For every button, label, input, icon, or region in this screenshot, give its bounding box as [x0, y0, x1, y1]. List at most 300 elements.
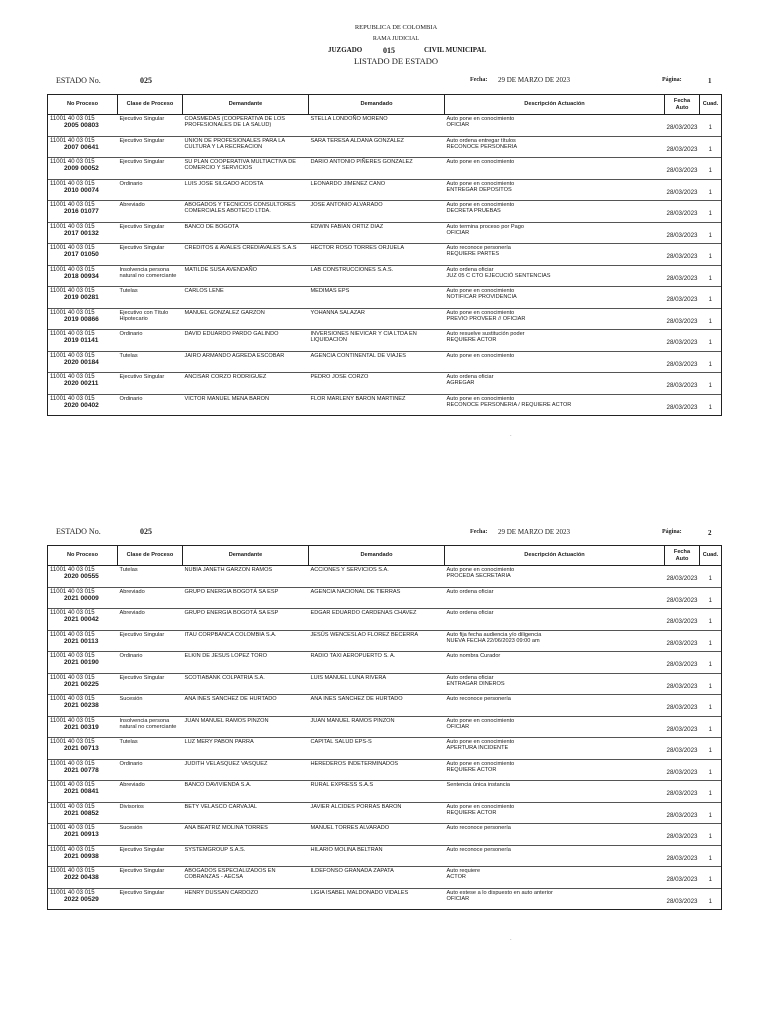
cell-descripcion	[445, 179, 665, 201]
descripcion-actuacion: Auto reconoce personería	[446, 245, 511, 251]
cell-fecha-auto: 28/03/2023	[665, 158, 700, 180]
cell-cuad: 1	[700, 888, 722, 910]
descripcion-actuacion: Auto requiere	[446, 868, 481, 874]
proceso-number: 2010 00074	[64, 186, 99, 194]
cell-cuad: 1	[700, 179, 722, 201]
cell-descripcion	[445, 115, 665, 137]
table-row	[48, 630, 722, 652]
cell-fecha-auto: 28/03/2023	[665, 373, 700, 395]
cell-demandante: UNION DE PROFESIONALES PARA LA CULTURA Y LA RECREACION	[183, 136, 309, 158]
cell-demandante: JAIRO ARMANDO AGREDA ESCOBAR	[183, 351, 309, 373]
cell-descripcion	[445, 265, 665, 287]
proceso-prefix: 11001 40 03 015	[50, 116, 95, 122]
cell-fecha-auto: 28/03/2023	[665, 244, 700, 266]
proceso-prefix: 11001 40 03 015	[50, 825, 95, 831]
table-row	[48, 652, 722, 674]
estado-number: 025	[140, 527, 152, 536]
fecha-label: Fecha:	[470, 77, 488, 83]
cell-demandado: EDWIN FABIAN ORTIZ DIAZ	[309, 222, 445, 244]
col-header-descripcion: Descripción Actuación	[445, 95, 665, 115]
table-row	[48, 287, 722, 309]
cell-no-proceso	[48, 566, 118, 588]
cell-demandante: ABOGADOS ESPECIALIZADOS EN COBRANZAS - AECSA	[183, 867, 309, 889]
table-row	[48, 695, 722, 717]
cell-fecha-auto: 28/03/2023	[665, 738, 700, 760]
col-header-fecha: Fecha	[673, 548, 691, 555]
table-row	[48, 222, 722, 244]
cell-demandante: DAVID EDUARDO PARDO GALINDO	[183, 330, 309, 352]
cell-fecha-auto: 28/03/2023	[665, 330, 700, 352]
cell-fecha-auto: 28/03/2023	[665, 179, 700, 201]
cell-descripcion	[445, 330, 665, 352]
descripcion-detalle: PROCEDA SECRETARIA	[446, 573, 511, 580]
cell-fecha-auto: 28/03/2023	[665, 308, 700, 330]
proceso-prefix: 11001 40 03 015	[50, 202, 95, 208]
cell-clase: Abreviado	[118, 587, 183, 609]
table-row	[48, 115, 722, 137]
proceso-prefix: 11001 40 03 015	[50, 245, 95, 251]
col-header-auto: Auto	[675, 555, 689, 562]
proceso-number: 2016 01077	[64, 208, 99, 216]
cell-demandado: INVERSIONES NIEVICAR Y CIA LTDA EN LIQUIDACION	[309, 330, 445, 352]
estado-table-page-2	[47, 545, 722, 910]
proceso-prefix: 11001 40 03 015	[50, 868, 95, 874]
header-juzgado-type: CIVIL MUNICIPAL	[424, 46, 487, 54]
cell-descripcion	[445, 652, 665, 674]
col-header-demandado: Demandado	[309, 95, 445, 115]
cell-cuad: 1	[700, 330, 722, 352]
cell-demandante: SU PLAN COOPERATIVA MULTIACTIVA DE COMERCIO Y SERVICIOS	[183, 158, 309, 180]
cell-no-proceso	[48, 351, 118, 373]
proceso-number: 2021 00009	[64, 594, 99, 602]
table-row	[48, 759, 722, 781]
cell-descripcion	[445, 888, 665, 910]
cell-demandante: CARLOS LENE	[183, 287, 309, 309]
cell-descripcion	[445, 158, 665, 180]
cell-descripcion	[445, 587, 665, 609]
cell-descripcion	[445, 802, 665, 824]
descripcion-detalle: OFICIAR	[446, 723, 470, 730]
cell-demandante: JUDITH VELASQUEZ VASQUEZ	[183, 759, 309, 781]
cell-cuad: 1	[700, 351, 722, 373]
proceso-number: 2021 00938	[64, 852, 99, 860]
proceso-number: 2021 00713	[64, 745, 99, 753]
cell-cuad: 1	[700, 136, 722, 158]
descripcion-detalle: ENTRAGAR DINEROS	[446, 680, 505, 687]
cell-no-proceso	[48, 888, 118, 910]
cell-cuad: 1	[700, 222, 722, 244]
cell-descripcion	[445, 244, 665, 266]
estado-number: 025	[140, 76, 152, 85]
header-rama: RAMA JUDICIAL	[372, 36, 420, 42]
cell-fecha-auto: 28/03/2023	[665, 867, 700, 889]
cell-fecha-auto: 28/03/2023	[665, 673, 700, 695]
cell-no-proceso	[48, 222, 118, 244]
cell-clase: Insolvencia persona natural no comerciante	[118, 716, 183, 738]
proceso-number: 2021 00190	[64, 659, 99, 667]
descripcion-actuacion: Auto ordena oficiar	[446, 588, 494, 595]
cell-demandado: LEONARDO JIMENEZ CANO	[309, 179, 445, 201]
page-divider-dot: .	[510, 936, 512, 942]
descripcion-detalle: RECONOCE PERSONERIA / REQUIERE ACTOR	[446, 401, 572, 408]
cell-clase: Ejecutivo Singular	[118, 845, 183, 867]
table-row	[48, 609, 722, 631]
estado-table-page-1	[47, 94, 722, 416]
cell-clase: Ordinario	[118, 759, 183, 781]
cell-clase: Divisorios	[118, 802, 183, 824]
table-row	[48, 308, 722, 330]
cell-fecha-auto: 28/03/2023	[665, 802, 700, 824]
cell-fecha-auto: 28/03/2023	[665, 587, 700, 609]
pagina-label: Página:	[662, 77, 682, 83]
col-header-fecha: Fecha	[673, 97, 691, 104]
descripcion-actuacion: Auto pone en conocimiento	[446, 803, 515, 810]
proceso-number: 2021 00841	[64, 788, 99, 796]
cell-fecha-auto: 28/03/2023	[665, 201, 700, 223]
col-header-demandado: Demandado	[309, 546, 445, 566]
col-header-fecha-auto	[665, 95, 700, 115]
cell-demandado: LUIS MANUEL LUNA RIVERA	[309, 673, 445, 695]
table-row	[48, 738, 722, 760]
cell-cuad: 1	[700, 802, 722, 824]
cell-no-proceso	[48, 308, 118, 330]
descripcion-actuacion: Auto nombra Curador	[446, 653, 501, 659]
cell-no-proceso	[48, 630, 118, 652]
cell-clase: Ejecutivo Singular	[118, 888, 183, 910]
cell-descripcion	[445, 394, 665, 416]
descripcion-actuacion: Sentencia única instancia	[446, 782, 510, 788]
cell-descripcion	[445, 287, 665, 309]
descripcion-actuacion: Auto pone en conocimiento	[446, 309, 515, 316]
cell-no-proceso	[48, 265, 118, 287]
descripcion-detalle: DECRETA PRUEBAS	[446, 208, 501, 215]
cell-demandante: MATILDE SUSA AVENDAÑO	[183, 265, 309, 287]
col-header-demandante: Demandante	[183, 546, 309, 566]
descripcion-actuacion: Auto fija fecha audiencia y/o diligencia	[446, 631, 542, 638]
table-row	[48, 587, 722, 609]
cell-fecha-auto: 28/03/2023	[665, 566, 700, 588]
cell-demandado: LAB CONSTRUCCIONES S.A.S.	[309, 265, 445, 287]
col-header-no-proceso: No Proceso	[48, 546, 118, 566]
cell-demandante: LUIS JOSE SILGADO ACOSTA	[183, 179, 309, 201]
cell-demandante: ANCISAR CORZO RODRIGUEZ	[183, 373, 309, 395]
cell-demandado: FLOR MARLENY BARON MARTINEZ	[309, 394, 445, 416]
cell-clase: Ejecutivo Singular	[118, 244, 183, 266]
cell-clase: Ejecutivo Singular	[118, 673, 183, 695]
cell-cuad: 1	[700, 759, 722, 781]
cell-cuad: 1	[700, 781, 722, 803]
cell-demandado: ACCIONES Y SERVICIOS S.A.	[309, 566, 445, 588]
proceso-prefix: 11001 40 03 015	[50, 803, 95, 810]
pagina-number: 2	[708, 529, 712, 537]
cell-demandado: LIGIA ISABEL MALDONADO VIDALES	[309, 888, 445, 910]
table-row	[48, 867, 722, 889]
cell-descripcion	[445, 845, 665, 867]
proceso-prefix: 11001 40 03 015	[50, 760, 95, 767]
proceso-prefix: 11001 40 03 015	[50, 588, 95, 595]
cell-demandado: CAPITAL SALUD EPS-S	[309, 738, 445, 760]
proceso-prefix: 11001 40 03 015	[50, 739, 95, 745]
cell-demandado: AGENCIA NACIONAL DE TIERRAS	[309, 587, 445, 609]
cell-demandado: HILARIO MOLINA BELTRAN	[309, 845, 445, 867]
descripcion-detalle: REQUIERE ACTOR	[446, 766, 497, 773]
cell-clase: Ejecutivo Singular	[118, 222, 183, 244]
cell-demandado: SARA TERESA ALDANA GONZALEZ	[309, 136, 445, 158]
cell-fecha-auto: 28/03/2023	[665, 222, 700, 244]
col-header-cuad: Cuad.	[700, 546, 722, 566]
cell-clase: Ejecutivo Singular	[118, 867, 183, 889]
cell-clase: Sucesión	[118, 824, 183, 846]
table-row	[48, 373, 722, 395]
descripcion-actuacion: Auto ordena oficiar	[446, 610, 494, 616]
descripcion-actuacion: Auto reconoce personería	[446, 696, 511, 702]
cell-demandante: NUBIA JANETH GARZON RAMOS	[183, 566, 309, 588]
cell-demandado: RURAL EXPRESS S.A.S	[309, 781, 445, 803]
cell-descripcion	[445, 867, 665, 889]
cell-demandante: GRUPO ENERGIA BOGOTÁ SA ESP	[183, 587, 309, 609]
cell-demandado: RADIO TAXI AEROPUERTO S. A.	[309, 652, 445, 674]
proceso-number: 2005 00803	[64, 122, 99, 130]
proceso-prefix: 11001 40 03 015	[50, 610, 95, 616]
cell-clase: Ejecutivo Singular	[118, 630, 183, 652]
cell-demandante: JUAN MANUEL RAMOS PINZON	[183, 716, 309, 738]
descripcion-actuacion: Auto resuelve sustitución poder	[446, 331, 525, 337]
cell-no-proceso	[48, 695, 118, 717]
descripcion-actuacion: Auto pone en conocimiento	[446, 116, 515, 122]
cell-clase: Ordinario	[118, 394, 183, 416]
cell-demandado: HECTOR ROSO TORRES ORJUELA	[309, 244, 445, 266]
cell-no-proceso	[48, 201, 118, 223]
proceso-prefix: 11001 40 03 015	[50, 889, 95, 896]
proceso-prefix: 11001 40 03 015	[50, 266, 95, 273]
proceso-number: 2022 00529	[64, 895, 99, 903]
cell-no-proceso	[48, 867, 118, 889]
cell-no-proceso	[48, 759, 118, 781]
table-row	[48, 781, 722, 803]
cell-no-proceso	[48, 394, 118, 416]
cell-clase: Ejecutivo Singular	[118, 115, 183, 137]
cell-demandante: ABOGADOS Y TECNICOS CONSULTORES COMERCIALES ABOTECO LTDA.	[183, 201, 309, 223]
cell-no-proceso	[48, 136, 118, 158]
descripcion-actuacion: Auto pone en conocimiento	[446, 760, 515, 767]
proceso-number: 2021 00042	[64, 616, 99, 624]
proceso-number: 2007 00641	[64, 143, 99, 151]
table-row	[48, 394, 722, 416]
proceso-number: 2020 00555	[64, 573, 99, 581]
table-row	[48, 673, 722, 695]
cell-cuad: 1	[700, 158, 722, 180]
proceso-prefix: 11001 40 03 015	[50, 846, 95, 853]
cell-fecha-auto: 28/03/2023	[665, 759, 700, 781]
cell-descripcion	[445, 373, 665, 395]
descripcion-detalle: NUEVA FECHA 22/06/2023 09:00 am	[446, 637, 540, 644]
cell-fecha-auto: 28/03/2023	[665, 695, 700, 717]
cell-demandante: GRUPO ENERGIA BOGOTÁ SA ESP	[183, 609, 309, 631]
col-header-clase: Clase de Proceso	[118, 95, 183, 115]
cell-descripcion	[445, 222, 665, 244]
cell-demandado: MANUEL TORRES ALVARADO	[309, 824, 445, 846]
fecha-value: 29 DE MARZO DE 2023	[498, 528, 570, 536]
cell-demandado: AGENCIA CONTINENTAL DE VIAJES	[309, 351, 445, 373]
cell-demandado: STELLA LONDOÑO MORENO	[309, 115, 445, 137]
proceso-number: 2018 00934	[64, 272, 99, 280]
cell-no-proceso	[48, 587, 118, 609]
descripcion-detalle: REQUIERE PARTES	[446, 251, 500, 258]
cell-demandado: EDGAR EDUARDO CARDENAS CHAVEZ	[309, 609, 445, 631]
header-juzgado-number: 015	[383, 46, 395, 55]
col-header-demandante: Demandante	[183, 95, 309, 115]
header-juzgado-label: JUZGADO	[328, 46, 363, 54]
cell-fecha-auto: 28/03/2023	[665, 845, 700, 867]
cell-clase: Tutelas	[118, 738, 183, 760]
cell-demandante: LUZ MERY PABON PARRA	[183, 738, 309, 760]
table-row	[48, 244, 722, 266]
descripcion-actuacion: Auto pone en conocimiento	[446, 180, 515, 187]
descripcion-actuacion: Auto reconoce personería	[446, 846, 511, 853]
descripcion-detalle: RECONOCE PERSONERIA	[446, 143, 518, 150]
descripcion-actuacion: Auto pone en conocimiento	[446, 288, 515, 294]
proceso-number: 2021 00225	[64, 680, 99, 688]
cell-cuad: 1	[700, 308, 722, 330]
page-divider-dot: .	[510, 432, 512, 438]
cell-clase: Ejecutivo con Título Hipotecario	[118, 308, 183, 330]
cell-demandante: BETY VELASCO CARVAJAL	[183, 802, 309, 824]
cell-fecha-auto: 28/03/2023	[665, 716, 700, 738]
descripcion-actuacion: Auto ordena oficiar	[446, 674, 494, 681]
table-row	[48, 158, 722, 180]
proceso-prefix: 11001 40 03 015	[50, 395, 95, 402]
proceso-prefix: 11001 40 03 015	[50, 137, 95, 144]
cell-cuad: 1	[700, 394, 722, 416]
cell-descripcion	[445, 566, 665, 588]
cell-clase: Sucesión	[118, 695, 183, 717]
cell-descripcion	[445, 609, 665, 631]
cell-no-proceso	[48, 824, 118, 846]
cell-no-proceso	[48, 158, 118, 180]
cell-no-proceso	[48, 781, 118, 803]
cell-demandante: VICTOR MANUEL MENA BARON	[183, 394, 309, 416]
descripcion-detalle: OFICIAR	[446, 122, 470, 129]
descripcion-detalle: PREVIO PROVEER // OFICIAR	[446, 315, 526, 322]
proceso-number: 2017 00132	[64, 229, 99, 237]
cell-descripcion	[445, 695, 665, 717]
estado-label: ESTADO No.	[56, 527, 101, 536]
cell-descripcion	[445, 308, 665, 330]
table-row	[48, 265, 722, 287]
cell-descripcion	[445, 738, 665, 760]
table-row	[48, 351, 722, 373]
cell-no-proceso	[48, 738, 118, 760]
cell-demandante: CREDITOS & AVALES CREDIAVALES S.A.S	[183, 244, 309, 266]
cell-demandante: BANCO DE BOGOTA	[183, 222, 309, 244]
cell-cuad: 1	[700, 287, 722, 309]
cell-no-proceso	[48, 845, 118, 867]
cell-demandante: COASMEDAS (COOPERATIVA DE LOS PROFESIONALES DE LA SALUD)	[183, 115, 309, 137]
cell-no-proceso	[48, 115, 118, 137]
cell-fecha-auto: 28/03/2023	[665, 609, 700, 631]
cell-clase: Insolvencia persona natural no comerciante	[118, 265, 183, 287]
descripcion-actuacion: Auto termina proceso por Pago	[446, 223, 524, 230]
cell-clase: Abreviado	[118, 609, 183, 631]
cell-cuad: 1	[700, 867, 722, 889]
proceso-prefix: 11001 40 03 015	[50, 696, 95, 702]
table-row	[48, 888, 722, 910]
proceso-prefix: 11001 40 03 015	[50, 374, 95, 380]
descripcion-actuacion: Auto pone en conocimiento	[446, 739, 515, 745]
cell-descripcion	[445, 759, 665, 781]
cell-demandante: HENRY DUSSAN CARDOZO	[183, 888, 309, 910]
cell-demandante: ELKIN DE JESUS LOPEZ TORO	[183, 652, 309, 674]
descripcion-detalle: OFICIAR	[446, 229, 470, 236]
table-row	[48, 845, 722, 867]
proceso-number: 2022 00438	[64, 874, 99, 882]
proceso-number: 2020 00184	[64, 358, 99, 366]
proceso-number: 2019 01141	[64, 337, 99, 345]
col-header-cuad: Cuad.	[700, 95, 722, 115]
descripcion-detalle: APERTURA INCIDENTE	[446, 745, 509, 752]
cell-descripcion	[445, 824, 665, 846]
proceso-prefix: 11001 40 03 015	[50, 180, 95, 187]
cell-demandado: JOSE ANTONIO ALVARADO	[309, 201, 445, 223]
cell-demandado: PEDRO JOSE CORZO	[309, 373, 445, 395]
cell-cuad: 1	[700, 652, 722, 674]
cell-clase: Abreviado	[118, 201, 183, 223]
pagina-number: 1	[708, 77, 712, 85]
cell-fecha-auto: 28/03/2023	[665, 287, 700, 309]
cell-no-proceso	[48, 330, 118, 352]
proceso-prefix: 11001 40 03 015	[50, 223, 95, 230]
cell-cuad: 1	[700, 566, 722, 588]
cell-fecha-auto: 28/03/2023	[665, 888, 700, 910]
cell-clase: Ordinario	[118, 652, 183, 674]
descripcion-detalle: AGREGAR	[446, 380, 475, 387]
proceso-prefix: 11001 40 03 015	[50, 631, 95, 638]
descripcion-actuacion: Auto ordena oficiar	[446, 266, 494, 273]
cell-clase: Abreviado	[118, 781, 183, 803]
cell-clase: Tutelas	[118, 566, 183, 588]
table-row	[48, 802, 722, 824]
cell-fecha-auto: 28/03/2023	[665, 136, 700, 158]
cell-demandado: MEDIMAS EPS	[309, 287, 445, 309]
cell-fecha-auto: 28/03/2023	[665, 630, 700, 652]
cell-cuad: 1	[700, 609, 722, 631]
cell-demandado: ILDEFONSO GRANADA ZAPATA	[309, 867, 445, 889]
cell-fecha-auto: 28/03/2023	[665, 394, 700, 416]
header-republica: REPUBLICA DE COLOMBIA	[354, 24, 438, 31]
cell-cuad: 1	[700, 587, 722, 609]
cell-fecha-auto: 28/03/2023	[665, 824, 700, 846]
cell-descripcion	[445, 716, 665, 738]
proceso-number: 2021 00913	[64, 831, 99, 839]
cell-no-proceso	[48, 716, 118, 738]
cell-descripcion	[445, 136, 665, 158]
descripcion-actuacion: Auto pone en conocimiento	[446, 717, 515, 724]
cell-no-proceso	[48, 609, 118, 631]
table-row	[48, 201, 722, 223]
cell-descripcion	[445, 201, 665, 223]
cell-demandante: BANCO DAVIVIENDA S.A.	[183, 781, 309, 803]
proceso-number: 2021 00113	[64, 637, 99, 645]
cell-fecha-auto: 28/03/2023	[665, 781, 700, 803]
cell-demandado: JESÚS WENCESLAO FLOREZ BECERRA	[309, 630, 445, 652]
cell-demandante: ANA INES SANCHEZ DE HURTADO	[183, 695, 309, 717]
cell-fecha-auto: 28/03/2023	[665, 351, 700, 373]
cell-fecha-auto: 28/03/2023	[665, 115, 700, 137]
cell-cuad: 1	[700, 738, 722, 760]
proceso-number: 2020 00402	[64, 401, 99, 409]
table-header-row	[48, 546, 722, 566]
descripcion-actuacion: Auto pone en conocimiento	[446, 202, 515, 208]
